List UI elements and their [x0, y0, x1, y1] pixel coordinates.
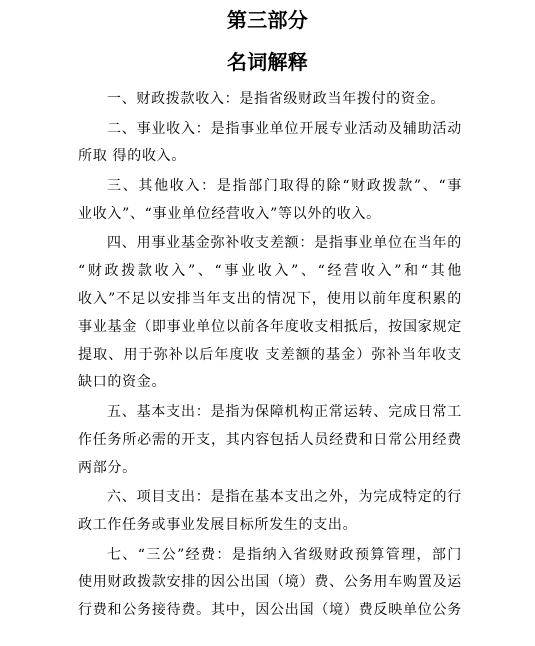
paragraph-line: 业收入”、“事业单位经营收入”等以外的收入。 — [78, 205, 381, 222]
definition-business-fund-offset — [78, 230, 462, 397]
paragraph-line: 七、“三公”经费：是指纳入省级财政预算管理，部门 — [107, 546, 462, 563]
paragraph-line: 两部分。 — [78, 459, 137, 476]
paragraph-line: 作任务所必需的开支，其内容包括人员经费和日常公用经费 — [78, 431, 462, 448]
page-title: 第三部分 — [226, 8, 309, 32]
paragraph-line: 缺口的资金。 — [78, 374, 167, 391]
definitions-body — [78, 86, 462, 627]
page-subtitle: 名词解释 — [226, 50, 309, 74]
paragraph-line: 四、用事业基金弥补收支差额：是指事业单位在当年的 — [107, 235, 462, 252]
paragraph-line: 三、其他收入：是指部门取得的除“财政拨款”、“事 — [107, 177, 462, 194]
definition-business-revenue — [78, 116, 462, 172]
paragraph-line: 行费和公务接待费。其中，因公出国（境）费反映单位公务 — [78, 602, 462, 619]
definition-fiscal-appropriation-revenue — [78, 86, 462, 114]
paragraph-line: 六、项目支出：是指在基本支出之外，为完成特定的行 — [107, 489, 462, 506]
paragraph-line: 收入”不足以安排当年支出的情况下，使用以前年度积累的 — [78, 290, 462, 307]
definition-basic-expenditure — [78, 399, 462, 482]
definition-project-expenditure — [78, 484, 462, 540]
paragraph-line: 提取、用于弥补以后年度收 支差额的基金）弥补当年收支 — [78, 346, 462, 363]
definition-three-public-expenses — [78, 542, 462, 625]
paragraph-line: 所取 得的收入。 — [78, 148, 187, 165]
paragraph-line: 一、财政拨款收入：是指省级财政当年拨付的资金。 — [107, 91, 446, 107]
paragraph-line: 使用财政拨款安排的因公出国（境）费、公务用车购置及运 — [78, 574, 462, 591]
paragraph-line: 二、事业收入：是指事业单位开展专业活动及辅助活动 — [107, 120, 462, 137]
paragraph-line: 政工作任务或事业发展目标所发生的支出。 — [78, 516, 358, 533]
paragraph-line: 事业基金（即事业单位以前各年度收支相抵后，按国家规定 — [78, 318, 462, 335]
definition-other-revenue — [78, 173, 462, 229]
paragraph-line: “财政拨款收入”、“事业收入”、“经营收入”和“其他 — [78, 263, 462, 280]
paragraph-line: 五、基本支出：是指为保障机构正常运转、完成日常工 — [107, 403, 462, 420]
